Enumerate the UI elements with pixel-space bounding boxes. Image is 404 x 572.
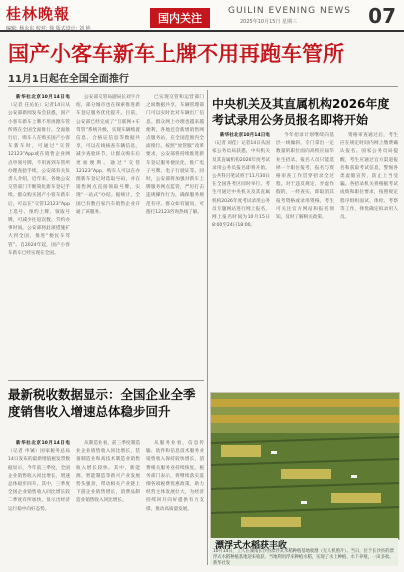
lead-subhead: 11月1日起在全国全面推行 bbox=[8, 74, 129, 85]
civil-col-1 bbox=[212, 132, 270, 384]
section-badge: 国内关注 bbox=[150, 8, 210, 28]
brand-block bbox=[6, 3, 91, 32]
civil-byline: 新华社北京10月14日电 bbox=[220, 133, 270, 138]
civil-service-headline: 中央机关及其直属机构2026年度考试录用公务员报名即将开始 bbox=[212, 97, 390, 127]
tax-col-1 bbox=[8, 440, 70, 566]
civil-col-2-text: 今年招录计划继续向基层一线倾斜，专门拿出一定数量的职位面向高校应届毕业生招录。报名人员只能选择一个职位报考，报名与资格审查工作贯穿招录全过程。对于违反规定、弄虚作假的，一经查实，即取消其报考资格或录用资格。考生可关注官方网站和报名须知，及时了解相关政策。 bbox=[276, 133, 334, 221]
lead-col-3 bbox=[146, 94, 204, 376]
english-name: GUILIN EVENING NEWS bbox=[228, 6, 351, 16]
photo-caption-text: 10月14日，工人在湖南长沙县漂浮式水稻种植基地收割（无人机照片）。当日，位于长沙县的漂浮式水稻种植基地迎来收获，当地利用浮床种植水稻，实现了水上种植、水下养殖，一田多收。新华社发 bbox=[213, 549, 394, 566]
editor-credits: 编辑: 杨永东 校对: 徐 版式设计: 刘 艳 bbox=[6, 26, 91, 32]
lead-col-1-text: （记者 任沁沁）记者14日从公安部新闻发布会获悉，国产小客车新车上牌不用再跑车管所将在全国全面推行。全面推行后，购车人在购买国产小客车新车时，可通过“交管12123”App或在销售企业网点申领号牌，不用再到车管所办理查验手续。公安部有关负责人介绍，近年来，各地公安交管部门不断简化新车登记手续。群众购买国产小客车新车后，可以在“交管12123”App上选号、预约上牌，领取号牌，可减少往返次数，节约办事时间。公安部将此项措施扩大到全国，推进“便民车驾管”。自2024年起，国产小客车新车已经实现在全国。 bbox=[8, 103, 70, 256]
lead-col-1 bbox=[8, 94, 70, 376]
rice-field-illustration bbox=[211, 393, 399, 539]
divider bbox=[8, 380, 204, 381]
tax-col-3 bbox=[146, 440, 204, 566]
tax-col-2 bbox=[76, 440, 140, 566]
tax-headline: 最新税收数据显示：全国企业全季度销售收入增速总体稳步回升 bbox=[8, 387, 196, 419]
civil-col-3 bbox=[340, 132, 398, 384]
newspaper-logo: 桂林晚報 bbox=[6, 5, 71, 23]
civil-col-3-text: 资格审查通过后，考生应在规定时间内网上缴费确认报名。国家公务员局提醒，考生应通过官方渠道报名和获取考试信息，警惕各类虚假宣传，防止上当受骗。各招录机关将根据考试成绩和职位要求，按照规定程序组织面试、体检、考察等工作，择优确定拟录用人员。 bbox=[340, 133, 398, 221]
lead-col-2-text: 公安部交管局副局长刘宇介绍，部分城市也在探索推进新车登记服务优化提升。目前，公安部已经完成了“互联网+车驾管”系统升级，实现车辆购置信息、合格证信息等数据共享，可以在线核查车辆信息，减少查验环节，让群众购车后更加便利。通过“交管12123”App，购车人可以在办理新车登记时选取号码，并在销售网点直接领取号牌，实现“一站式”办结。据统计，全国已有数百家汽车销售企业开通了该服务。 bbox=[76, 95, 140, 215]
tax-col-1-text: （记者 申铖）国家税务总局14日发布的最新增值税发票数据显示，今年前三季度，全国企业销售收入同比增长，增速总体稳步回升。其中，三季度全国企业销售收入同比增长较二季度有所加快，显示出经济运行稳中向好态势。 bbox=[8, 449, 70, 512]
masthead bbox=[0, 0, 404, 32]
column-divider bbox=[207, 90, 208, 565]
civil-col-2 bbox=[276, 132, 334, 384]
lead-headline: 国产小客车新车上牌不用再跑车管所 bbox=[8, 42, 344, 66]
tax-col-3-text: 从服务业看，信息传输、软件和信息技术服务业销售收入保持较快增长，消费相关服务业持续恢复。税务部门表示，将继续落实落细各项税费优惠政策，助力经营主体发展壮大，为经济持续回升向好提供有力支撑，推动高质量发展。 bbox=[146, 441, 204, 512]
tax-byline: 新华社北京10月14日电 bbox=[16, 441, 70, 446]
rice-field-photo bbox=[210, 392, 400, 540]
lead-col-3-text: 已实现交管和运营部门之间数据共享，车辆管理部门可以实时比对车辆出厂信息。群众网上办理也越来越便利，各地还会新增销售网点服务站，在全国范围内全面推行。按照“放管服”改革要求，公安部将持续推进新车登记服务便民化，推广电子号牌、电子行驶证等。同时，公安部将加强对新车上牌服务网点监管，严厉打击违规操作行为，确保服务规范有序。群众如有疑问，可拨打12123咨询热线了解。 bbox=[146, 95, 204, 215]
issue-date: 2025年10月15日 星期三 bbox=[240, 19, 298, 25]
divider bbox=[8, 86, 398, 87]
page-number: 07 bbox=[368, 4, 396, 28]
lead-col-2 bbox=[76, 94, 140, 376]
photo-caption-title: 漂浮式水稻获丰收 bbox=[215, 541, 288, 551]
civil-col-1-text: （记者 刘佳）记者14日从国家公务员局获悉，中央机关及其直属机构2026年度考试录用公务员报名即将开始。公共科目笔试将于11月30日在全国各考区同时举行。考生可通过中央机关及其直属机构2026年度考试录用公务员专题网站进行网上报名，网上报名时间为10月15日8:00至24日18:00。 bbox=[212, 141, 270, 229]
lead-byline: 新华社北京10月14日电 bbox=[16, 95, 70, 100]
tax-col-2-text: 从制造业看，前三季度制造业企业销售收入同比增长，装备制造业和高技术制造业销售收入增长较快。其中，新能源、智能制造等新兴产业发展势头强劲，带动相关产业链上下游企业销售增长，消费品制造业销售收入同比增长。 bbox=[76, 441, 140, 504]
